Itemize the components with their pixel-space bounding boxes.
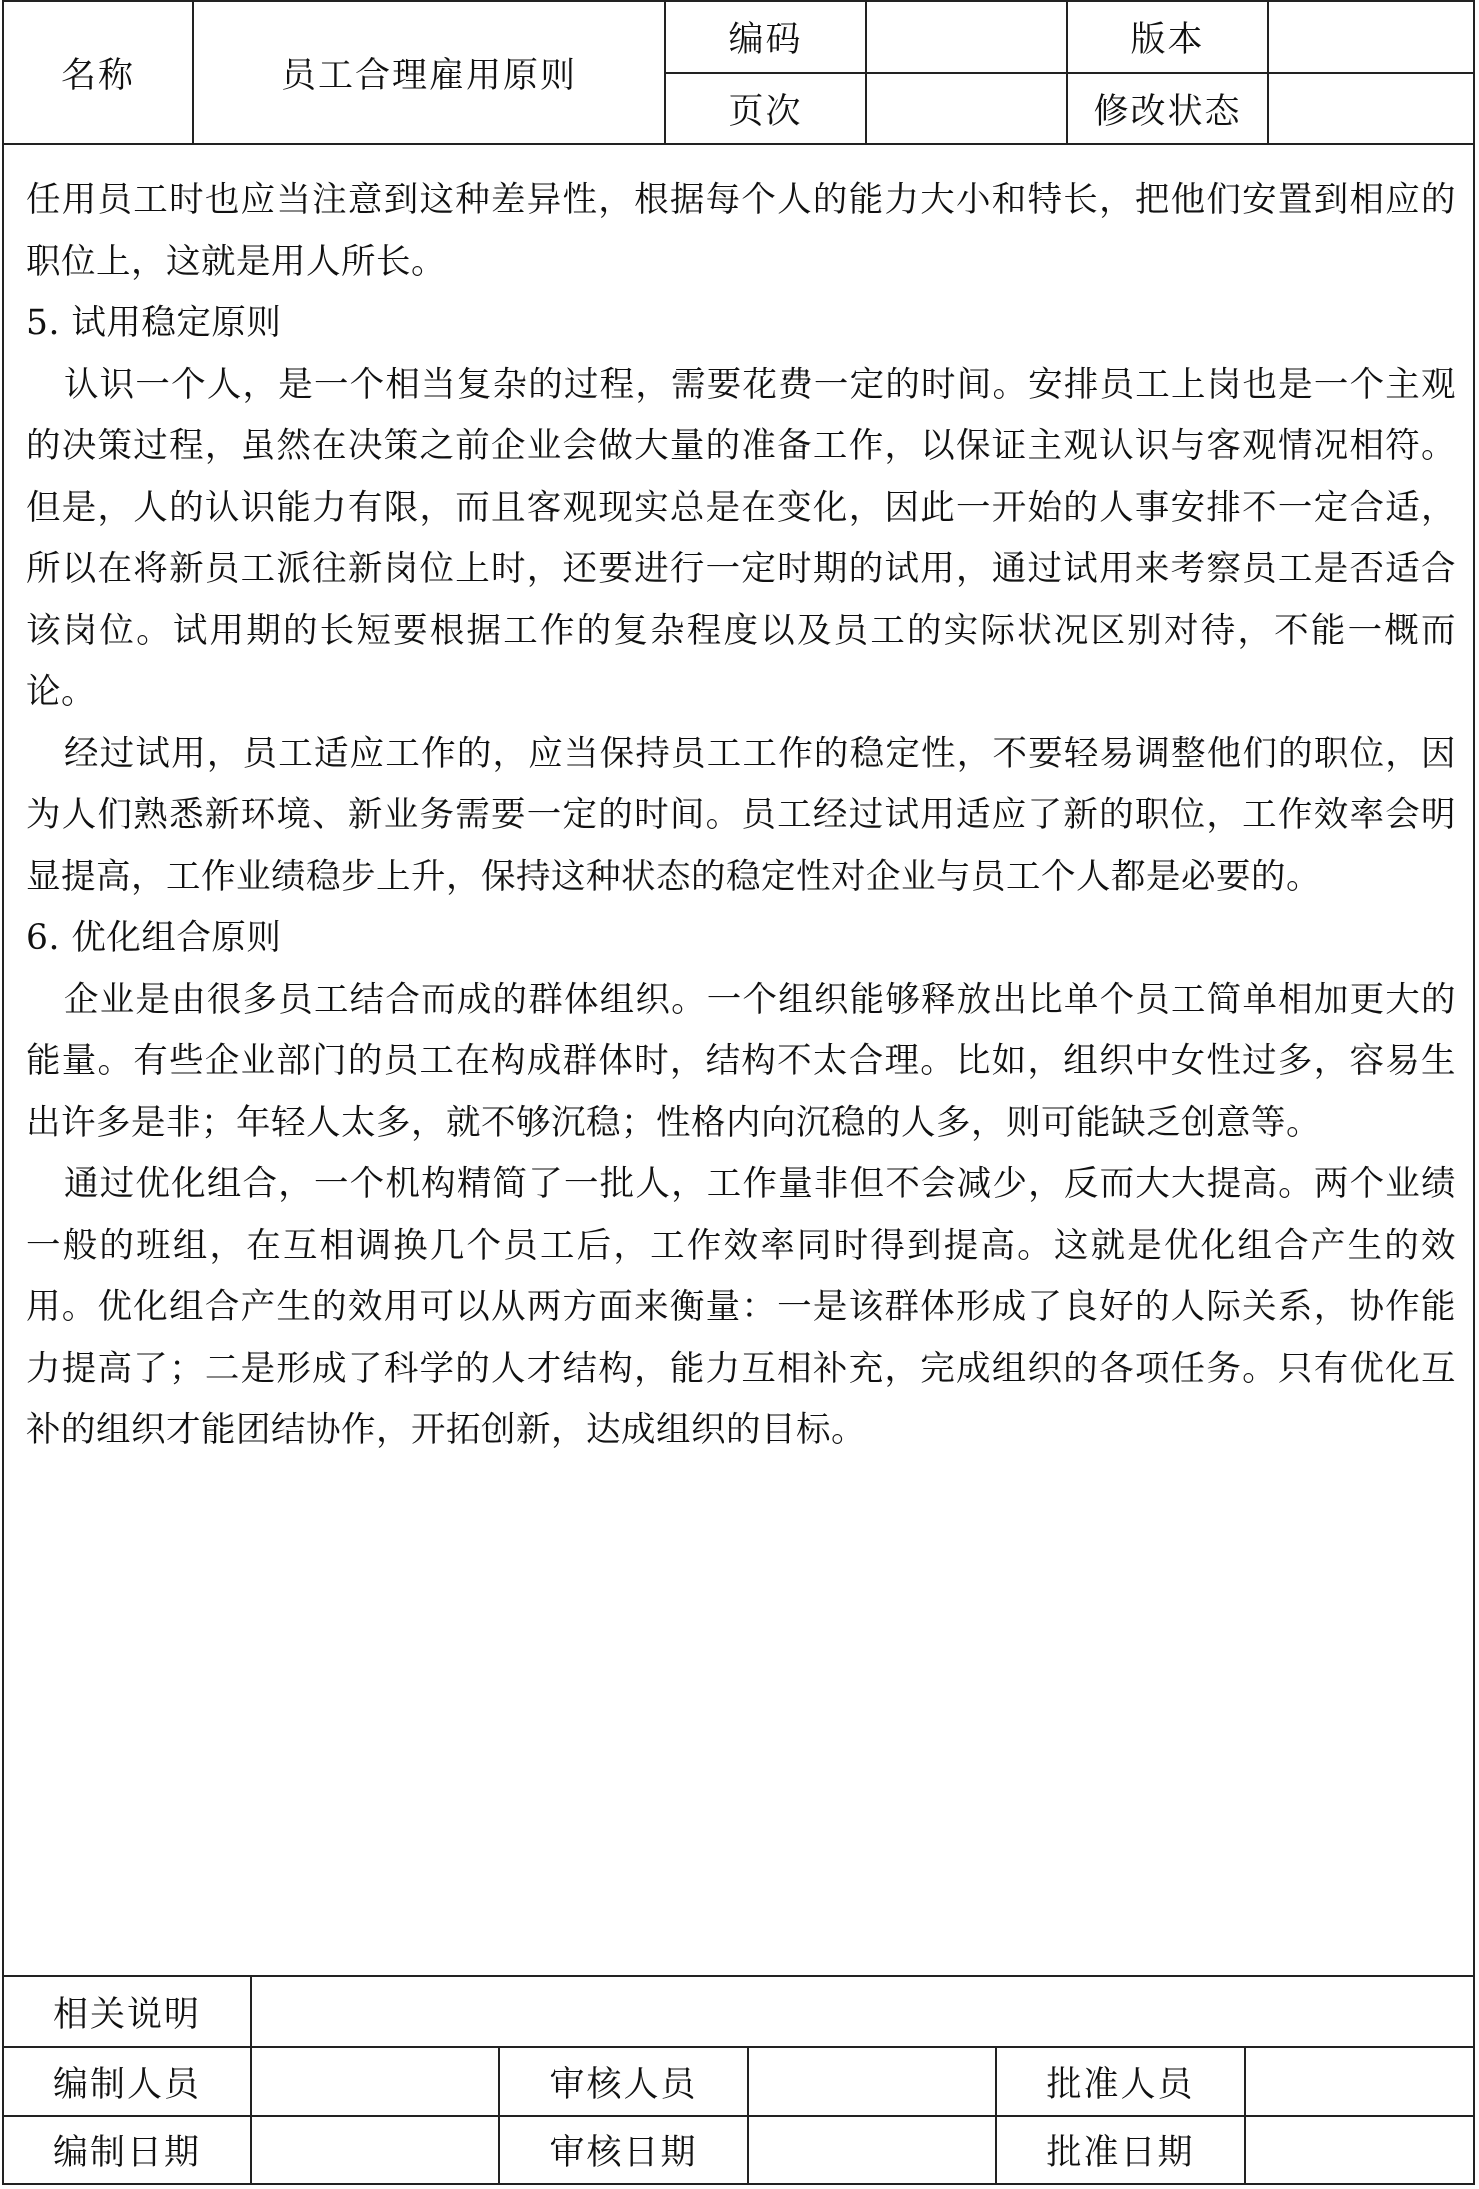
document-frame [2,0,1475,2185]
approver-value [1246,2048,1473,2115]
paragraph: 经过试用，员工适应工作的，应当保持员工工作的稳定性，不要轻易调整他们的职位，因为人们熟悉新环境、新业务需要一定的时间。员工经过试用适应了新的职位，工作效率会明显提高，工作业绩稳步上升，保持这种状态的稳定性对企业与员工个人都是必要的。 [26,733,1456,897]
reviewer-value [749,2048,995,2115]
review-date-label: 审核日期 [549,2133,698,2173]
compile-date-value [252,2117,498,2183]
revision-value [1269,74,1473,143]
header-table [4,2,1473,145]
paragraph: 任用员工时也应当注意到这种差异性，根据每个人的能力大小和特长，把他们安置到相应的职位上，这就是用人所长。 [26,180,1456,282]
version-value [1269,2,1473,72]
paragraph: 认识一个人，是一个相当复杂的过程，需要花费一定的时间。安排员工上岗也是一个主观的决策过程，虽然在决策之前企业会做大量的准备工作，以保证主观认识与客观情况相符。但是，人的认识能力有限，而且客观现实总是在变化，因此一开始的人事安排不一定合适，所以在将新员工派往新岗位上时，还要进行一定时期的试用，通过试用来考察员工是否适合该岗位。试用期的长短要根据工作的复杂程度以及员工的实际状况区别对待，不能一概而论。 [26,364,1456,712]
reviewer-label: 审核人员 [549,2064,698,2105]
document-title: 员工合理雇用原则 [280,55,577,96]
paragraph: 通过优化组合，一个机构精简了一批人，工作量非但不会减少，反而大大提高。两个业绩一般的班组，在互相调换几个员工后，工作效率同时得到提高。这就是优化组合产生的效用。优化组合产生的效用可以从两方面来衡量：一是该群体形成了良好的人际关系，协作能力提高了；二是形成了科学的人才结构，能力互相补充，完成组织的各项任务。只有优化互补的组织才能团结协作，开拓创新，达成组织的目标。 [26,1164,1456,1450]
paragraph: 企业是由很多员工结合而成的群体组织。一个组织能够释放出比单个员工简单相加更大的能量。有些企业部门的员工在构成群体时，结构不太合理。比如，组织中女性过多，容易生出许多是非；年轻人太多，就不够沉稳；性格内向沉稳的人多，则可能缺乏创意等。 [26,979,1456,1143]
notes-value [252,1977,1473,2046]
review-date-value [749,2117,995,2183]
compiler-label: 编制人员 [52,2064,201,2105]
page-value [867,74,1066,143]
compiler-value [252,2048,498,2115]
section-heading: 6. 优化组合原则 [26,918,282,958]
approve-date-label: 批准日期 [1046,2133,1195,2173]
section-heading: 5. 试用稳定原则 [26,303,282,343]
document-body [26,170,1456,1462]
code-value [867,2,1066,72]
approver-label: 批准人员 [1046,2064,1195,2105]
version-label: 版本 [1130,20,1205,60]
page-label: 页次 [728,91,803,132]
approve-date-value [1246,2117,1473,2183]
code-label: 编码 [728,20,803,60]
revision-label: 修改状态 [1093,91,1242,132]
footer-table [4,1975,1473,2183]
name-label: 名称 [60,55,135,96]
notes-label: 相关说明 [52,1994,201,2035]
compile-date-label: 编制日期 [52,2133,201,2173]
